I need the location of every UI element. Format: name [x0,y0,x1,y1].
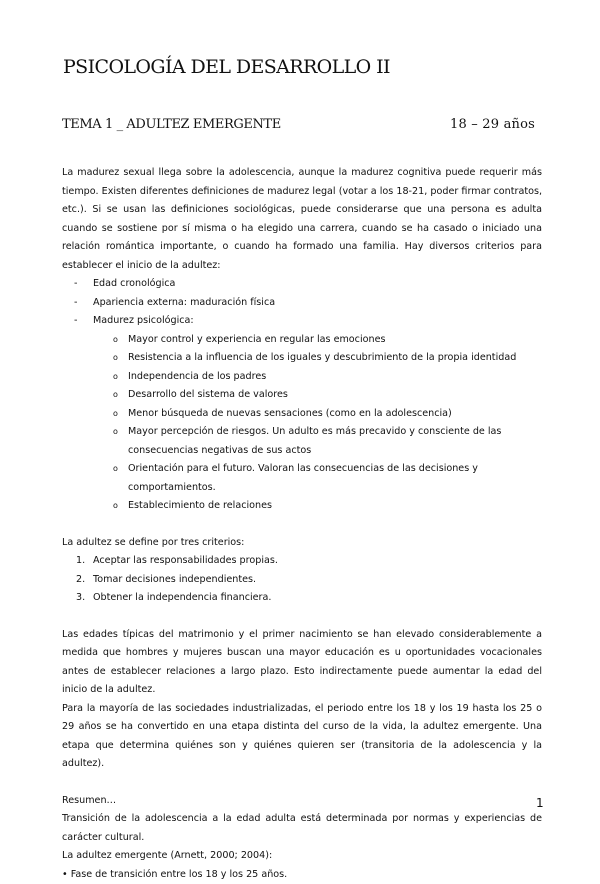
three-criteria-list [62,552,542,608]
criteria-item [62,312,542,516]
circle-bullet: o [113,331,118,350]
psych-item [62,386,542,405]
psych-item [62,405,542,424]
document-title: PSICOLOGÍA DEL DESARROLLO II [63,56,390,78]
circle-bullet: o [113,497,118,516]
spacer [62,774,542,792]
criteria-item [62,275,542,294]
psych-item [62,349,542,368]
three-criteria-intro: La adultez se define por tres criterios: [62,534,542,553]
numbered-item [62,571,542,590]
psych-item [62,460,542,497]
psych-item-text: Orientación para el futuro. Valoran las consecuencias de las decisiones y comportamientos. [128,463,478,493]
psych-item-text: Mayor control y experiencia en regular las emociones [128,334,385,345]
numbered-item [62,589,542,608]
psych-item [62,368,542,387]
circle-bullet: o [113,368,118,387]
item-number: 2. [76,571,85,590]
resumen-label: Resumen… [62,792,542,811]
numbered-item [62,552,542,571]
psych-item-text: Establecimiento de relaciones [128,500,272,511]
psych-item-text: Menor búsqueda de nuevas sensaciones (como en la adolescencia) [128,408,452,419]
dash-bullet: - [74,312,77,331]
psych-item-text: Resistencia a la influencia de los iguales y descubrimiento de la propia identidad [128,352,516,363]
criteria-item-label: Madurez psicológica: [93,315,194,326]
psych-item-text: Independencia de los padres [128,371,266,382]
marriage-paragraph: Las edades típicas del matrimonio y el primer nacimiento se han elevado considerablemente a medida que hombres y mujeres buscan una mayor educación es u oportunidades vocacionales antes de establecer relaciones a largo plazo. Esto indirectamente puede aumentar la edad del inicio de la adultez. [62,626,542,700]
circle-bullet: o [113,405,118,424]
psych-item [62,331,542,350]
circle-bullet: o [113,460,118,479]
criteria-list [62,275,542,516]
item-number: 1. [76,552,85,571]
intro-paragraph: La madurez sexual llega sobre la adolescencia, aunque la madurez cognitiva puede requerir más tiempo. Existen diferentes definiciones de madurez legal (votar a los 18-21, poder firmar contratos, etc.). Si se usan las definiciones sociológicas, puede considerarse que una persona es adulta cuando se sostiene por sí misma o ha elegido una carrera, cuando se ha casado o iniciado una relación romántica importante, o cuando ha formado una familia. Hay diversos criterios para establecer el inicio de la adultez: [62,164,542,275]
criteria-item-label: Edad cronológica [93,278,175,289]
psych-item [62,423,542,460]
industrial-paragraph: Para la mayoría de las sociedades industrializadas, el periodo entre los 18 y los 19 hasta los 25 o 29 años se ha convertido en una etapa distinta del curso de la vida, la adultez emergente. Una etapa que determina quiénes son y quiénes quieren ser (transitoria de la adolescencia y la adultez). [62,700,542,774]
spacer [62,516,542,534]
bullet-last: • Fase de transición entre los 18 y los 25 años. [62,866,542,884]
age-range: 18 – 29 años [450,117,535,132]
dash-bullet: - [74,294,77,313]
circle-bullet: o [113,386,118,405]
circle-bullet: o [113,349,118,368]
adultez-reference: La adultez emergente (Arnett, 2000; 2004): [62,847,542,866]
psych-sublist [62,331,542,516]
item-number: 3. [76,589,85,608]
section-heading: TEMA 1 _ ADULTEZ EMERGENTE [62,117,281,132]
psych-item [62,497,542,516]
numbered-item-text: Aceptar las responsabilidades propias. [93,555,278,566]
document-body [62,164,542,884]
page-number: 1 [536,796,544,810]
numbered-item-text: Tomar decisiones independientes. [93,574,256,585]
psych-item-text: Desarrollo del sistema de valores [128,389,288,400]
psych-item-text: Mayor percepción de riesgos. Un adulto es más precavido y consciente de las consecuencias negativas de sus actos [128,426,501,456]
criteria-item-label: Apariencia externa: maduración física [93,297,275,308]
resumen-text: Transición de la adolescencia a la edad adulta está determinada por normas y experiencias de carácter cultural. [62,810,542,847]
dash-bullet: - [74,275,77,294]
circle-bullet: o [113,423,118,442]
spacer [62,608,542,626]
criteria-item [62,294,542,313]
numbered-item-text: Obtener la independencia financiera. [93,592,271,603]
